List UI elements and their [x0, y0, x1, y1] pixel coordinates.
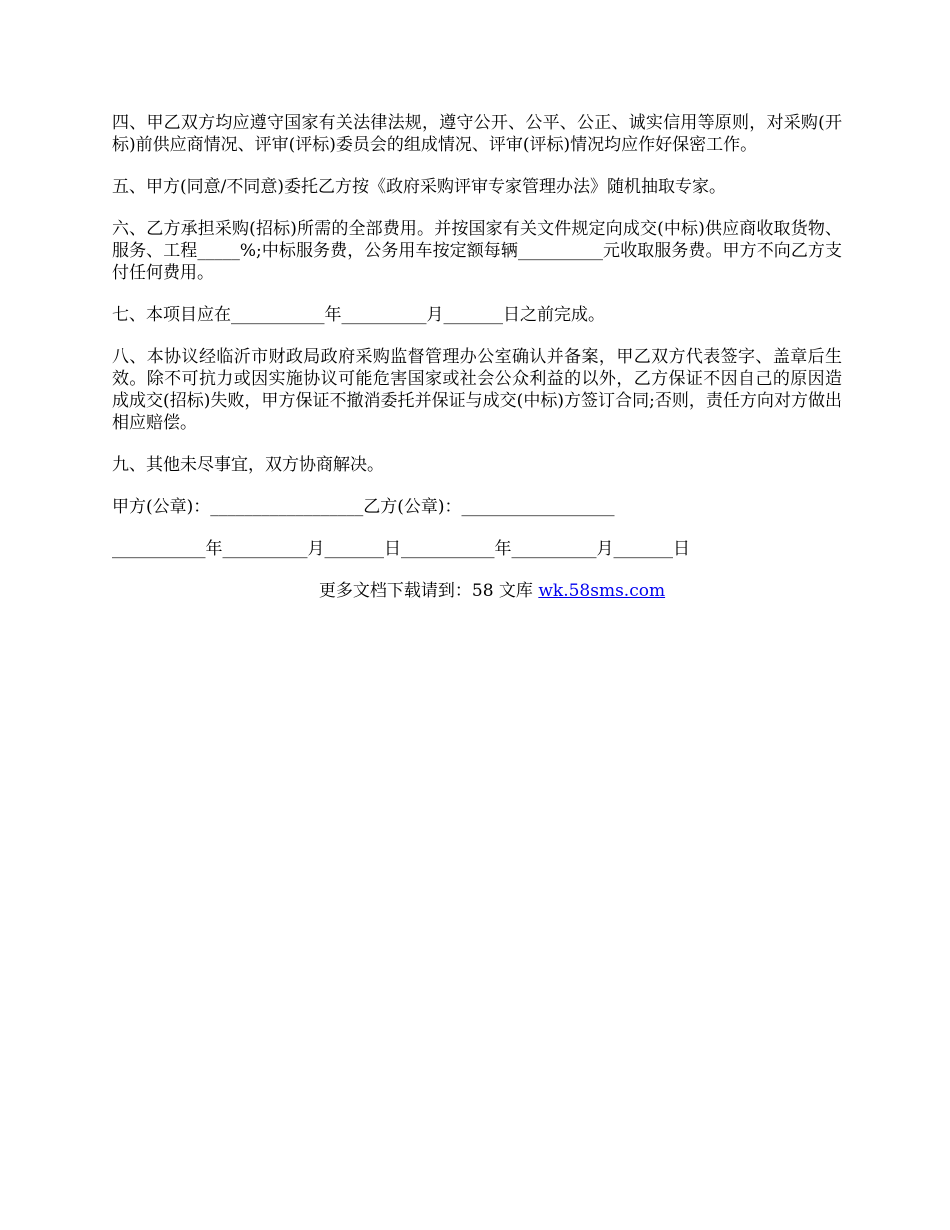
signature-date-line: ___________年__________月_______日___________年__________月_______日 — [112, 539, 690, 559]
clause-9: 九、其他未尽事宜，双方协商解决。 — [112, 455, 384, 475]
footer-link[interactable]: wk.58sms.com — [538, 581, 666, 601]
footer-download-note — [112, 580, 842, 602]
clause-8: 八、本协议经临沂市财政局政府采购监督管理办公室确认并备案，甲乙双方代表签字、盖章后生效。除不可抗力或因实施协议可能危害国家或社会公众利益的以外，乙方保证不因自己的原因造成成交(招标)失败，甲方保证不撤消委托并保证与成交(中标)方签订合同;否则，责任方向对方做出相应赔偿。 — [112, 347, 842, 433]
clause-6: 六、乙方承担采购(招标)所需的全部费用。并按国家有关文件规定向成交(中标)供应商收取货物、服务、工程_____%;中标服务费，公务用车按定额每辆__________元收取服务费。甲方不向乙方支付任何费用。 — [112, 219, 842, 283]
footer-prefix: 更多文档下载请到：58 文库 — [318, 581, 539, 601]
signature-parties-line: 甲方(公章)：__________________乙方(公章)：__________________ — [112, 497, 615, 517]
clause-7: 七、本项目应在___________年__________月_______日之前完成。 — [112, 305, 605, 325]
clause-5: 五、甲方(同意/不同意)委托乙方按《政府采购评审专家管理办法》随机抽取专家。 — [112, 177, 726, 197]
clause-4: 四、甲乙双方均应遵守国家有关法律法规，遵守公开、公平、公正、诚实信用等原则，对采购(开标)前供应商情况、评审(评标)委员会的组成情况、评审(评标)情况均应作好保密工作。 — [112, 113, 842, 155]
document-page — [112, 112, 842, 602]
